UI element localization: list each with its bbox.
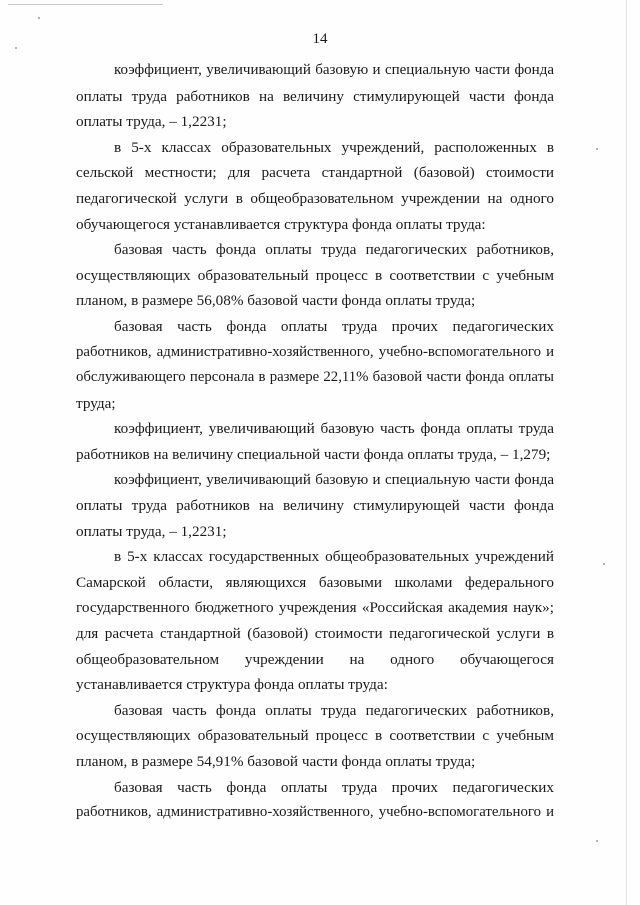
scan-edge-line: [626, 0, 627, 905]
text-line: работников на величину специальной части фонда оплаты труда, – 1,279;: [76, 445, 551, 463]
text-line: в 5-х классах образовательных учреждений, расположенных в: [114, 138, 554, 156]
text-line: оплаты труда работников на величину стимулирующей части фонда: [76, 87, 554, 105]
text-line: планом, в размере 54,91% базовой части фонда оплаты труда;: [76, 753, 476, 771]
text-line: осуществляющих образовательный процесс в соответствии с учебным: [76, 727, 554, 745]
paragraph: [76, 237, 554, 314]
text-line: Самарской области, являющихся базовыми школами федерального: [76, 573, 554, 591]
text-line: педагогической услуги в общеобразовательном учреждении на одного: [76, 189, 554, 207]
text-line: обслуживающего персонала в размере 22,11% базовой части фонда оплаты: [76, 369, 554, 386]
text-line: труда;: [76, 394, 116, 412]
paragraph: [76, 58, 554, 135]
scan-speck: [38, 17, 40, 19]
text-line: работников, административно-хозяйственного, учебно-вспомогательного и: [76, 343, 554, 360]
text-line: работников, административно-хозяйственного, учебно-вспомогательного и: [76, 804, 554, 821]
scan-speck: [596, 148, 598, 150]
text-line: оплаты труда, – 1,2231;: [76, 113, 227, 131]
text-line: общеобразовательном учреждении на одного обучающегося: [76, 650, 554, 668]
text-line: базовая часть фонда оплаты труда прочих педагогических: [114, 317, 554, 335]
paragraph: [76, 775, 554, 826]
scan-speck: [596, 840, 598, 842]
text-line: коэффициент, увеличивающий базовую часть фонда оплаты труда: [114, 420, 554, 438]
document-body: [76, 58, 554, 826]
paragraph: [76, 314, 554, 416]
text-line: базовая часть фонда оплаты труда педагогических работников,: [114, 701, 554, 719]
text-line: коэффициент, увеличивающий базовую и специальную части фонда: [114, 471, 554, 488]
scan-speck: [603, 563, 605, 565]
text-line: базовая часть фонда оплаты труда педагогических работников,: [114, 241, 554, 259]
text-line: планом, в размере 56,08% базовой части фонда оплаты труда;: [76, 292, 476, 310]
text-line: государственного бюджетного учреждения «Российская академия наук»;: [76, 599, 554, 617]
paragraph: [76, 698, 554, 775]
paragraph: [76, 468, 554, 545]
text-line: коэффициент, увеличивающий базовую и специальную части фонда: [114, 62, 554, 78]
text-line: обучающегося устанавливается структура фонда оплаты труда:: [76, 215, 486, 233]
page-number: 14: [312, 31, 328, 47]
scan-edge-line: [8, 4, 163, 5]
paragraph: [76, 416, 554, 467]
paragraph: [76, 544, 554, 698]
text-line: оплаты труда работников на величину стимулирующей части фонда: [76, 497, 554, 515]
text-line: устанавливается структура фонда оплаты труда:: [76, 676, 388, 694]
text-line: сельской местности; для расчета стандартной (базовой) стоимости: [76, 164, 554, 182]
text-line: оплаты труда, – 1,2231;: [76, 522, 227, 540]
text-line: в 5-х классах государственных общеобразовательных учреждений: [114, 548, 554, 566]
text-line: для расчета стандартной (базовой) стоимости педагогической услуги в: [76, 625, 554, 643]
text-line: осуществляющих образовательный процесс в соответствии с учебным: [76, 266, 554, 284]
text-line: базовая часть фонда оплаты труда прочих педагогических: [114, 778, 554, 796]
paragraph: [76, 135, 554, 237]
